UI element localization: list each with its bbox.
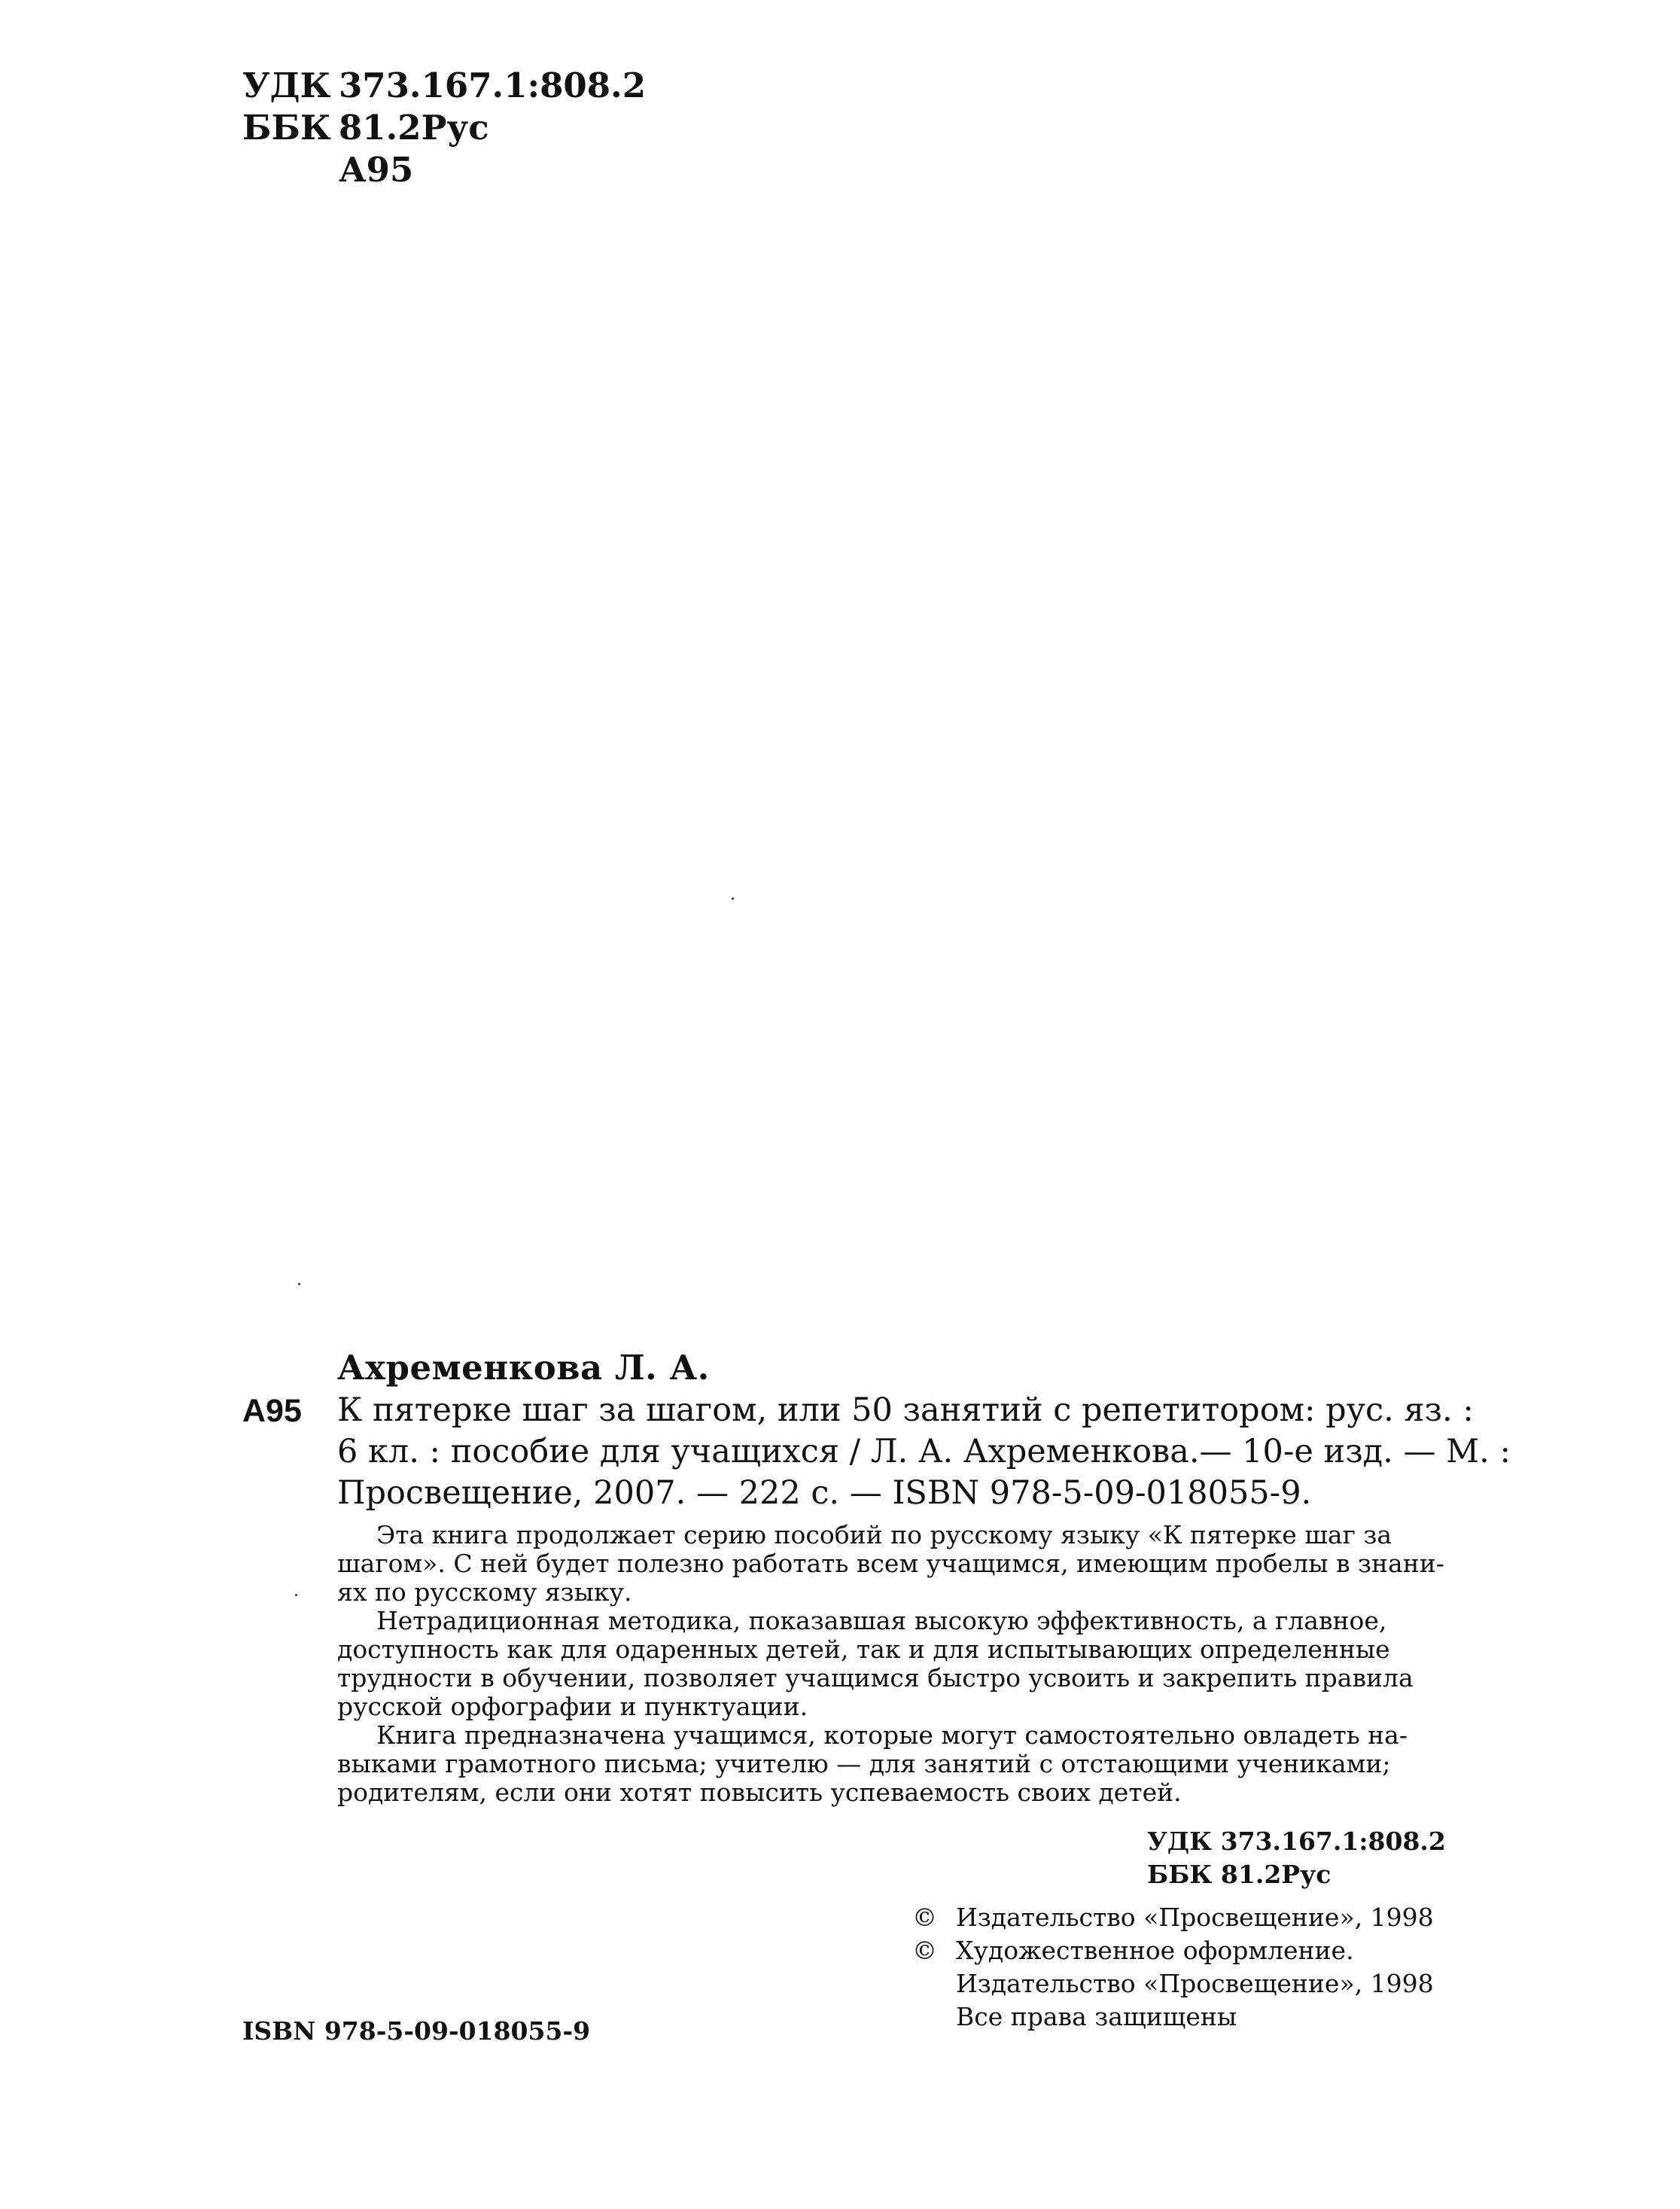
annotation-line: Нетрадиционная методика, показавшая высокую эффективность, а главное, [376,1606,1387,1635]
entry-line: 6 кл. : пособие для учащихся / Л. А. Ахременкова.— 10-е изд. — М. : [337,1433,1511,1470]
classification-codes [242,65,646,191]
bibliographic-entry [337,1390,1511,1514]
annotation-line: родителям, если они хотят повысить успеваемость своих детей. [337,1778,1182,1807]
copyright-block [912,1901,1434,2034]
bbk-label: ББК [242,108,331,148]
entry-line: Просвещение, 2007. — 222 с. — ISBN 978-5-09-018055-9. [337,1474,1312,1512]
author-name: Ахременкова Л. А. [337,1348,710,1388]
annotation-line: выками грамотного письма; учителю — для занятий с отстающими учениками; [337,1749,1391,1778]
copyright-line: Издательство «Просвещение», 1998 [956,1969,1434,1998]
udk-row [242,65,646,107]
footer-bbk: ББК 81.2Рус [1147,1860,1332,1889]
annotation-line: доступность как для одаренных детей, так и для испытывающих определенные [337,1635,1390,1664]
copyright-row [912,1934,1434,1967]
annotation [337,1521,1466,1807]
copyright-line: Издательство «Просвещение», 1998 [956,1903,1434,1932]
copyright-icon: © [912,1936,937,1965]
entry-line: К пятерке шаг за шагом, или 50 занятий с репетитором: рус. яз. : [337,1391,1474,1429]
scan-speck [732,897,734,900]
isbn: ISBN 978-5-09-018055-9 [242,2016,591,2046]
annotation-line: Книга предназначена учащимся, которые могут самостоятельно овладеть на- [376,1720,1408,1750]
footer-udk: УДК 373.167.1:808.2 [1147,1827,1446,1856]
copyright-icon: © [912,1903,937,1932]
udk-label: УДК [242,66,331,105]
copyright-line: Художественное оформление. [956,1936,1354,1965]
annotation-line: ях по русскому языку. [337,1577,632,1607]
annotation-line: шагом». С ней будет полезно работать всем учащимся, имеющим пробелы в знани- [337,1549,1444,1578]
annotation-line: Эта книга продолжает серию пособий по русскому языку «К пятерке шаг за [376,1520,1392,1549]
udk-value: 373.167.1:808.2 [339,66,647,105]
scan-speck [298,1283,300,1285]
record-author-mark: А95 [242,1393,302,1429]
rights-reserved: Все права защищены [956,2002,1237,2031]
scan-speck [295,1594,297,1596]
bbk-value: 81.2Рус [339,108,489,148]
bbk-row [242,107,646,149]
annotation-line: русской орфографии и пунктуации. [337,1692,808,1721]
copyright-row [912,1901,1434,1934]
author-mark: А95 [339,150,414,190]
annotation-line: трудности в обучении, позволяет учащимся быстро усвоить и закрепить правила [337,1663,1414,1693]
footer-classification-codes [1147,1825,1446,1891]
